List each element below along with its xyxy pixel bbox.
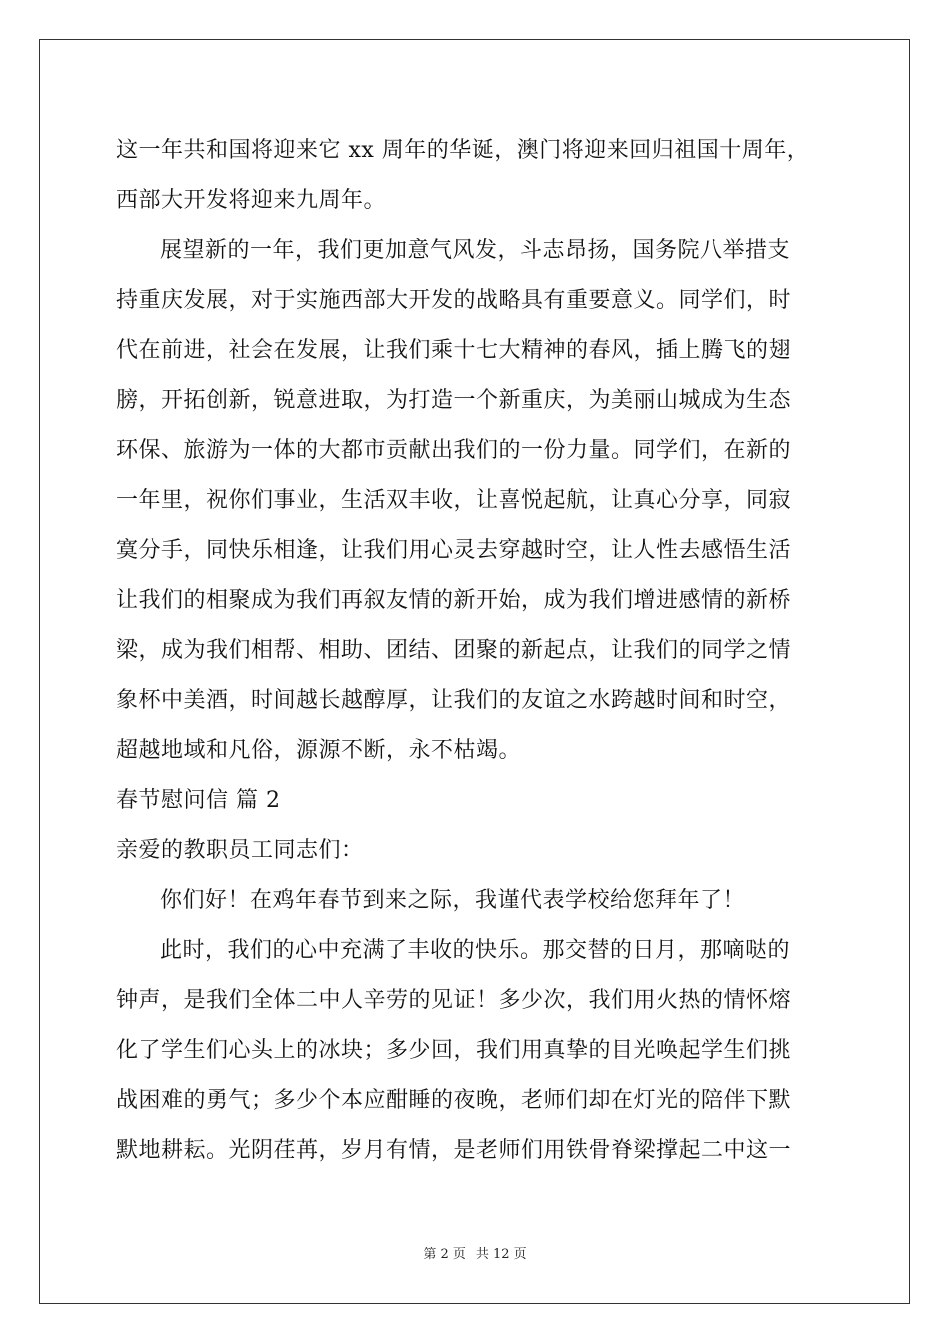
page-number: 第 2 页 bbox=[423, 1247, 466, 1262]
section-heading: 春节慰问信 篇 2 bbox=[116, 788, 281, 813]
paragraph-line: 膀，开拓创新，锐意进取，为打造一个新重庆，为美丽山城成为生态 bbox=[116, 388, 792, 413]
document-body bbox=[116, 126, 836, 1176]
paragraph-line: 此时，我们的心中充满了丰收的快乐。那交替的日月，那嘀哒的 bbox=[160, 938, 791, 963]
paragraph-line: 环保、旅游为一体的大都市贡献出我们的一份力量。同学们，在新的 bbox=[116, 438, 792, 463]
paragraph-line: 这一年共和国将迎来它 xx 周年的华诞，澳门将迎来回归祖国十周年， bbox=[116, 138, 810, 163]
paragraph-line: 一年里，祝你们事业，生活双丰收，让喜悦起航，让真心分享，同寂 bbox=[116, 488, 792, 513]
paragraph-line: 你们好！在鸡年春节到来之际，我谨代表学校给您拜年了！ bbox=[160, 888, 746, 913]
salutation: 亲爱的教职员工同志们： bbox=[116, 838, 364, 863]
paragraph-line: 让我们的相聚成为我们再叙友情的新开始，成为我们增进感情的新桥 bbox=[116, 588, 792, 613]
paragraph-line: 展望新的一年，我们更加意气风发，斗志昂扬，国务院八举措支 bbox=[160, 238, 791, 263]
paragraph-line: 西部大开发将迎来九周年。 bbox=[116, 188, 387, 213]
paragraph-line: 象杯中美酒，时间越长越醇厚，让我们的友谊之水跨越时间和时空， bbox=[116, 688, 792, 713]
page-total: 共 12 页 bbox=[475, 1247, 527, 1262]
paragraph-line: 持重庆发展，对于实施西部大开发的战略具有重要意义。同学们，时 bbox=[116, 288, 792, 313]
paragraph-line: 寞分手，同快乐相逢，让我们用心灵去穿越时空，让人性去感悟生活 bbox=[116, 538, 792, 563]
page-footer bbox=[0, 1246, 950, 1264]
paragraph-line: 钟声，是我们全体二中人辛劳的见证！多少次，我们用火热的情怀熔 bbox=[116, 988, 792, 1013]
paragraph-line: 代在前进，社会在发展，让我们乘十七大精神的春风，插上腾飞的翅 bbox=[116, 338, 792, 363]
paragraph-line: 战困难的勇气；多少个本应酣睡的夜晚，老师们却在灯光的陪伴下默 bbox=[116, 1088, 792, 1113]
paragraph-line: 超越地域和凡俗，源源不断，永不枯竭。 bbox=[116, 738, 522, 763]
paragraph-line: 默地耕耘。光阴荏苒，岁月有情，是老师们用铁骨脊梁撑起二中这一 bbox=[116, 1138, 792, 1163]
paragraph-line: 梁，成为我们相帮、相助、团结、团聚的新起点，让我们的同学之情 bbox=[116, 638, 792, 663]
paragraph-line: 化了学生们心头上的冰块；多少回，我们用真挚的目光唤起学生们挑 bbox=[116, 1038, 792, 1063]
